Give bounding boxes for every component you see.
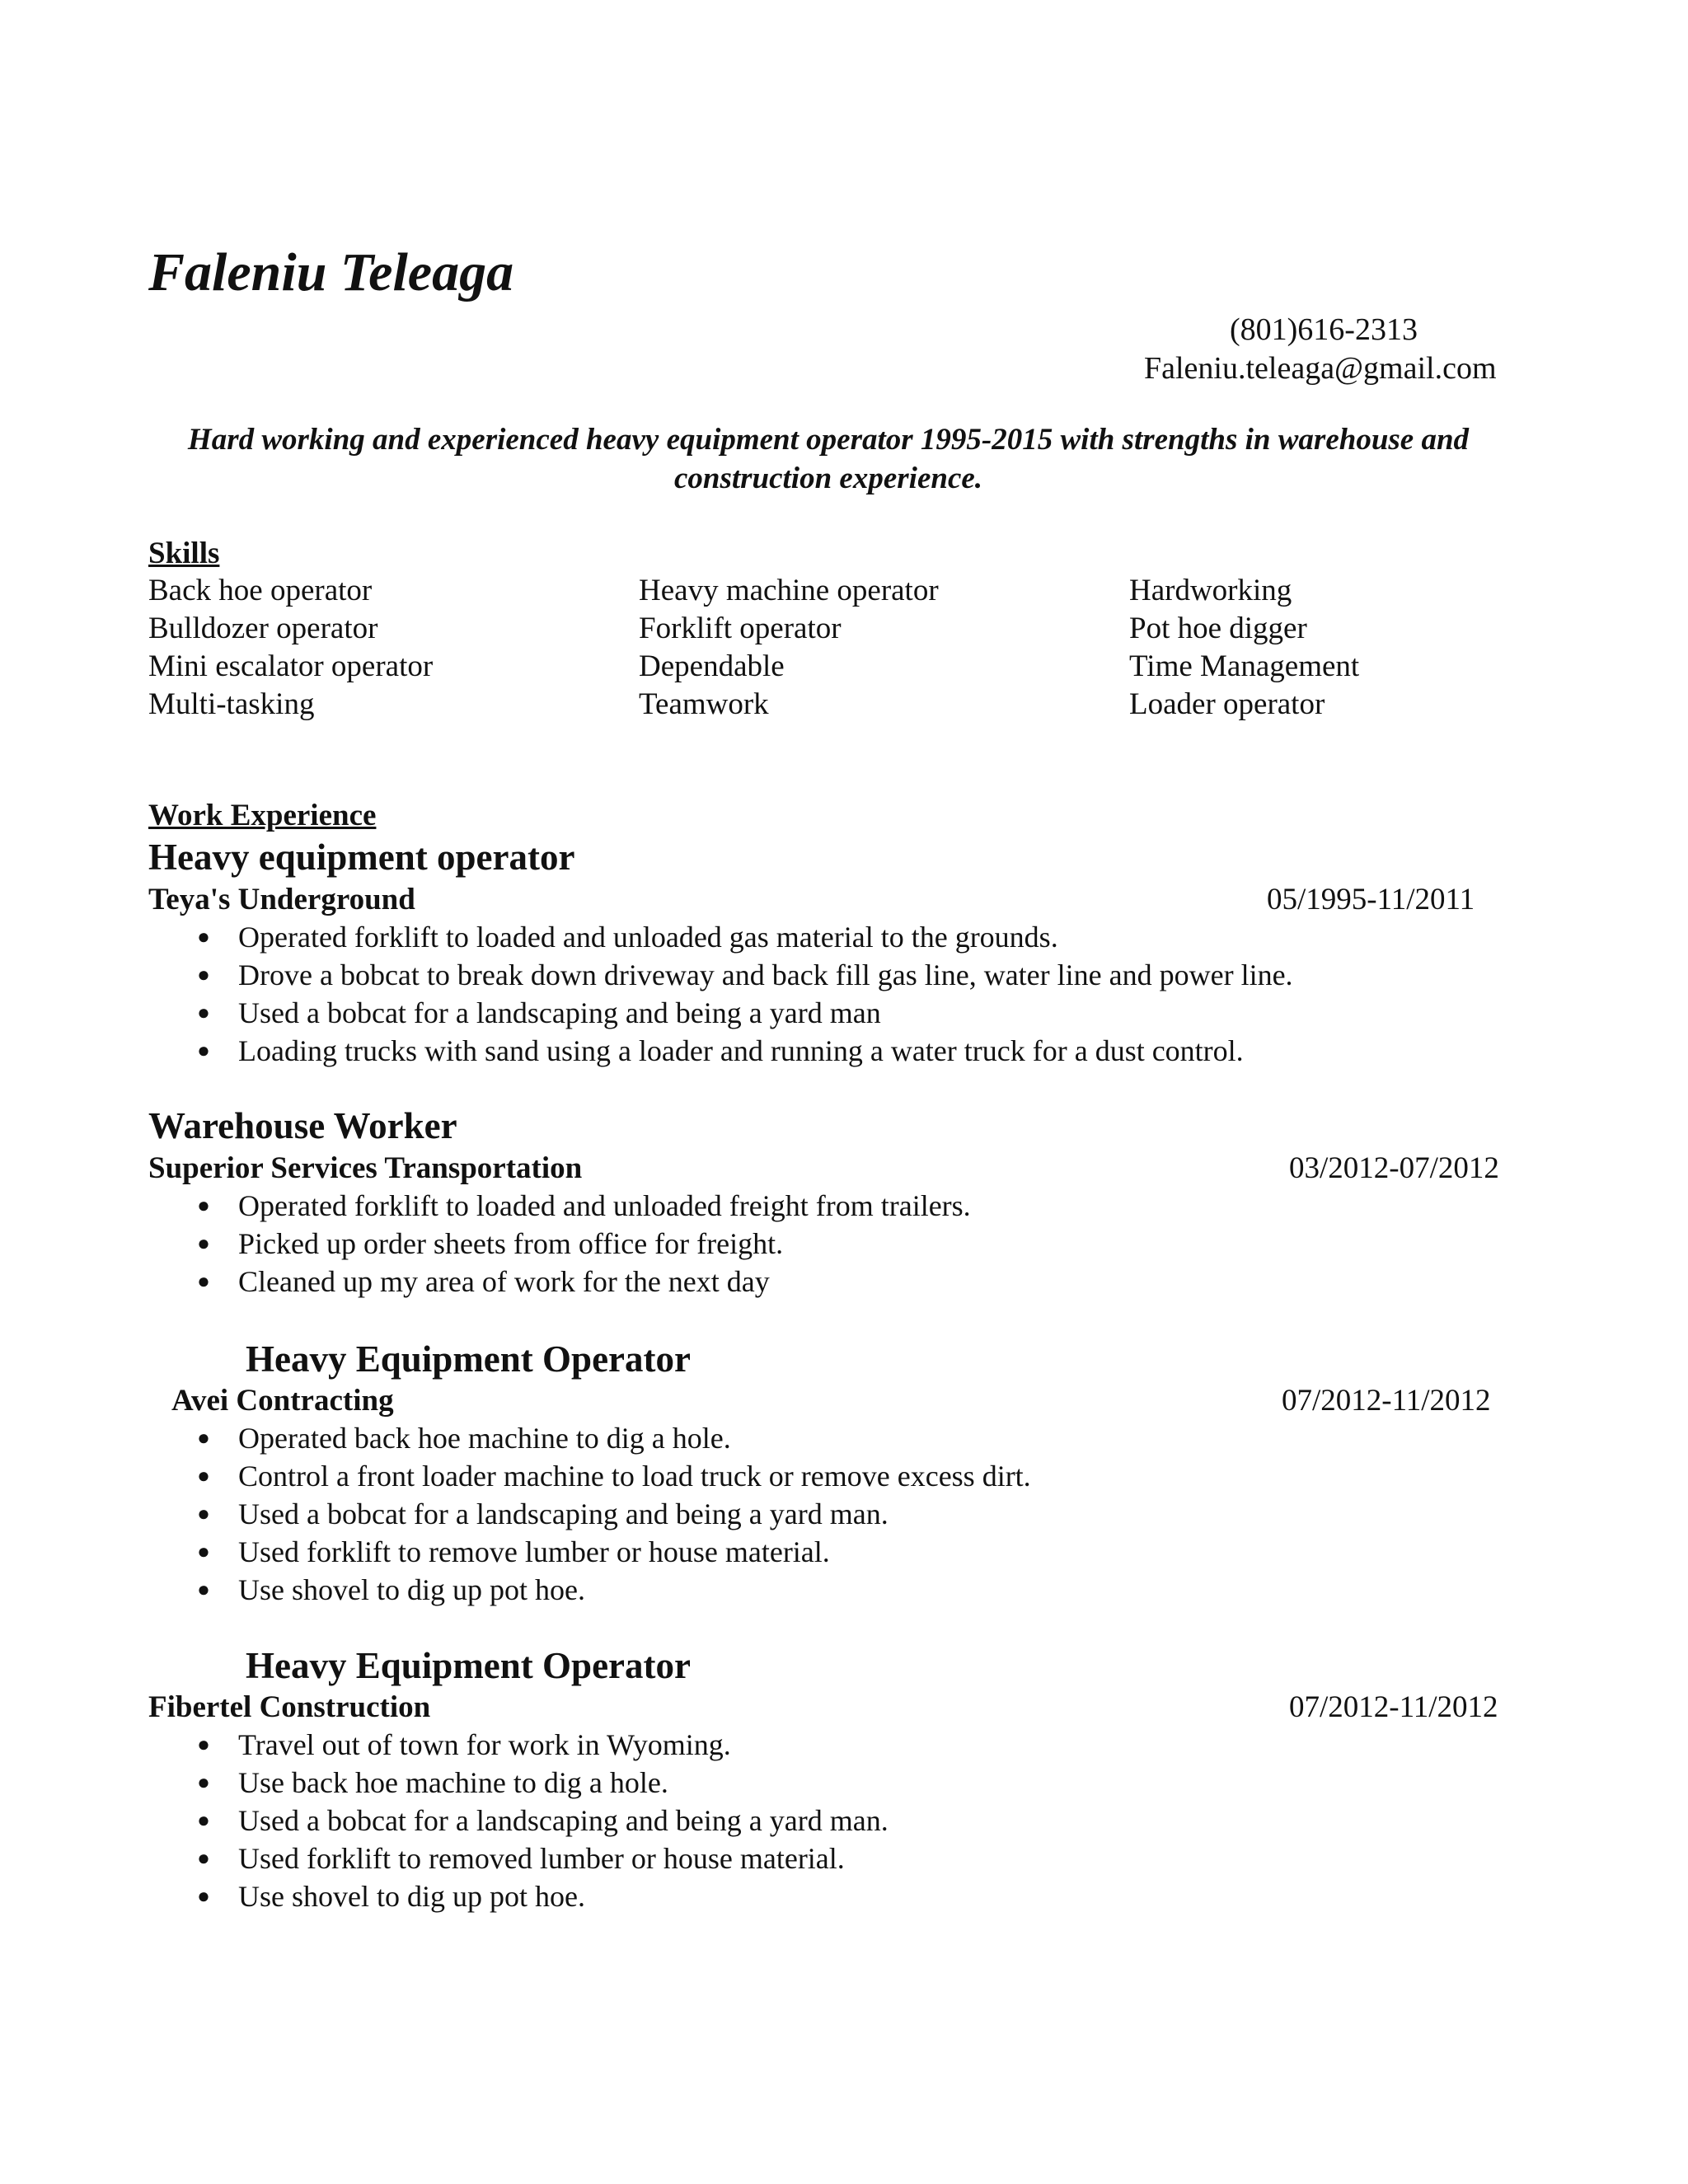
bullet-icon: ● bbox=[197, 1426, 210, 1450]
bullet-icon: ● bbox=[197, 1464, 210, 1488]
job-title: Heavy Equipment Operator bbox=[246, 1338, 691, 1380]
list-item bbox=[191, 1225, 971, 1263]
phone-number: (801)616-2313 bbox=[1230, 312, 1418, 347]
list-item bbox=[191, 1032, 1293, 1070]
duty-text: Use shovel to dig up pot hoe. bbox=[238, 1880, 585, 1913]
skill-item: Loader operator bbox=[1129, 687, 1325, 721]
duty-text: Used a bobcat for a landscaping and being a yard man. bbox=[238, 1497, 889, 1530]
job-title: Heavy equipment operator bbox=[148, 837, 575, 878]
job-dates: 03/2012-07/2012 bbox=[1289, 1151, 1499, 1185]
bullet-icon: ● bbox=[197, 963, 210, 987]
list-item bbox=[191, 1840, 889, 1877]
list-item bbox=[191, 1263, 971, 1301]
list-item bbox=[191, 994, 1293, 1032]
bullet-icon: ● bbox=[197, 1808, 210, 1832]
skill-item: Dependable bbox=[639, 649, 785, 683]
bullet-icon: ● bbox=[197, 1001, 210, 1024]
list-item bbox=[191, 1764, 889, 1802]
company-name: Teya's Underground bbox=[148, 883, 415, 916]
duty-text: Travel out of town for work in Wyoming. bbox=[238, 1728, 731, 1761]
bullet-icon: ● bbox=[197, 1732, 210, 1756]
job-dates: 07/2012-11/2012 bbox=[1282, 1384, 1491, 1418]
skill-item: Forklift operator bbox=[639, 612, 842, 645]
work-experience-heading: Work Experience bbox=[148, 799, 377, 832]
company-name: Avei Contracting bbox=[171, 1384, 394, 1418]
job-duties-list bbox=[191, 1726, 889, 1915]
job-dates: 07/2012-11/2012 bbox=[1289, 1690, 1498, 1724]
skill-item: Back hoe operator bbox=[148, 574, 373, 607]
skill-item: Time Management bbox=[1129, 649, 1360, 683]
bullet-icon: ● bbox=[197, 1269, 210, 1293]
list-item bbox=[191, 1802, 889, 1840]
duty-text: Operated forklift to loaded and unloaded freight from trailers. bbox=[238, 1189, 971, 1222]
bullet-icon: ● bbox=[197, 1193, 210, 1217]
job-dates: 05/1995-11/2011 bbox=[1267, 883, 1475, 916]
skill-item: Heavy machine operator bbox=[639, 574, 939, 607]
list-item bbox=[191, 1495, 1031, 1533]
duty-text: Used a bobcat for a landscaping and being a yard man bbox=[238, 996, 881, 1029]
job-title: Warehouse Worker bbox=[148, 1105, 457, 1146]
skills-column-2 bbox=[639, 572, 939, 724]
duty-text: Control a front loader machine to load truck or remove excess dirt. bbox=[238, 1460, 1031, 1493]
bullet-icon: ● bbox=[197, 1540, 210, 1563]
email-address: Faleniu.teleaga@gmail.com bbox=[1144, 351, 1497, 386]
list-item bbox=[191, 1533, 1031, 1571]
bullet-icon: ● bbox=[197, 1770, 210, 1794]
duty-text: Used forklift to remove lumber or house material. bbox=[238, 1535, 830, 1568]
bullet-icon: ● bbox=[197, 1231, 210, 1255]
resume-name: Faleniu Teleaga bbox=[148, 242, 514, 302]
job-duties-list bbox=[191, 1419, 1031, 1609]
bullet-icon: ● bbox=[197, 1884, 210, 1908]
job-duties-list bbox=[191, 1187, 971, 1301]
list-item bbox=[191, 1726, 889, 1764]
skills-heading: Skills bbox=[148, 537, 220, 570]
bullet-icon: ● bbox=[197, 1038, 210, 1062]
job-title: Heavy Equipment Operator bbox=[246, 1645, 691, 1686]
bullet-icon: ● bbox=[197, 1502, 210, 1526]
list-item bbox=[191, 1457, 1031, 1495]
bullet-icon: ● bbox=[197, 1577, 210, 1601]
skill-item: Teamwork bbox=[639, 687, 769, 721]
list-item bbox=[191, 1877, 889, 1915]
duty-text: Loading trucks with sand using a loader and running a water truck for a dust control. bbox=[238, 1034, 1244, 1067]
company-name: Fibertel Construction bbox=[148, 1690, 431, 1724]
duty-text: Picked up order sheets from office for freight. bbox=[238, 1227, 784, 1260]
skill-item: Bulldozer operator bbox=[148, 612, 378, 645]
summary-statement: Hard working and experienced heavy equipment operator 1995-2015 with strengths in warehouse and construction experience. bbox=[187, 423, 1470, 495]
list-item bbox=[191, 1419, 1031, 1457]
skill-item: Multi-tasking bbox=[148, 687, 315, 721]
skills-column-3 bbox=[1129, 572, 1359, 724]
skill-item: Pot hoe digger bbox=[1129, 612, 1307, 645]
bullet-icon: ● bbox=[197, 1846, 210, 1870]
duty-text: Use shovel to dig up pot hoe. bbox=[238, 1573, 585, 1606]
duty-text: Used forklift to removed lumber or house material. bbox=[238, 1842, 845, 1875]
duty-text: Used a bobcat for a landscaping and being a yard man. bbox=[238, 1804, 889, 1837]
duty-text: Drove a bobcat to break down driveway and back fill gas line, water line and power line. bbox=[238, 958, 1293, 991]
skill-item: Mini escalator operator bbox=[148, 649, 434, 683]
company-name: Superior Services Transportation bbox=[148, 1151, 583, 1185]
duty-text: Operated forklift to loaded and unloaded gas material to the grounds. bbox=[238, 921, 1058, 954]
list-item bbox=[191, 1187, 971, 1225]
list-item bbox=[191, 956, 1293, 994]
skills-column-1 bbox=[148, 572, 433, 724]
bullet-icon: ● bbox=[197, 925, 210, 949]
duty-text: Use back hoe machine to dig a hole. bbox=[238, 1766, 668, 1799]
job-duties-list bbox=[191, 918, 1293, 1070]
list-item bbox=[191, 918, 1293, 956]
duty-text: Cleaned up my area of work for the next day bbox=[238, 1265, 770, 1298]
duty-text: Operated back hoe machine to dig a hole. bbox=[238, 1422, 731, 1455]
skill-item: Hardworking bbox=[1129, 574, 1292, 607]
list-item bbox=[191, 1571, 1031, 1609]
